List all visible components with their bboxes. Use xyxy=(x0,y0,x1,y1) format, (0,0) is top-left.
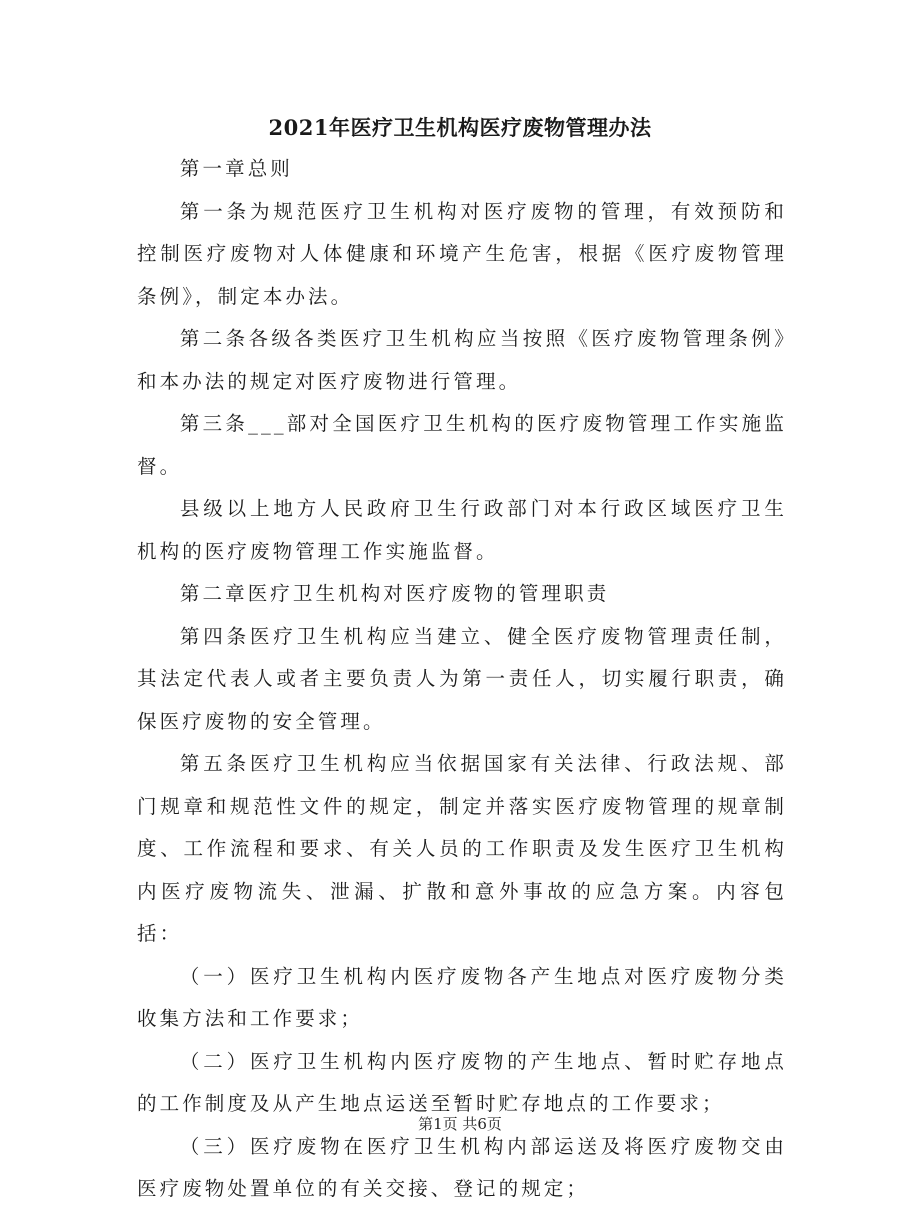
chapter-heading: 第二章医疗卫生机构对医疗废物的管理职责 xyxy=(179,582,610,605)
article-paragraph: 第三条___部对全国医疗卫生机构的医疗废物管理工作实施监督。 xyxy=(137,412,787,478)
article-paragraph: 县级以上地方人民政府卫生行政部门对本行政区域医疗卫生机构的医疗废物管理工作实施监督。 xyxy=(137,497,787,563)
list-item: （二）医疗卫生机构内医疗废物的产生地点、暂时贮存地点的工作制度及从产生地点运送至暂时贮存地点的工作要求； xyxy=(137,1049,787,1115)
article-paragraph: 第五条医疗卫生机构应当依据国家有关法律、行政法规、部门规章和规范性文件的规定，制定并落实医疗废物管理的规章制度、工作流程和要求、有关人员的工作职责及发生医疗卫生机构内医疗废物流失、泄漏、扩散和意外事故的应急方案。内容包括： xyxy=(137,752,787,945)
chapter-heading: 第一章总则 xyxy=(179,157,293,180)
list-item: （一）医疗卫生机构内医疗废物各产生地点对医疗废物分类收集方法和工作要求； xyxy=(137,964,787,1030)
list-item: （三）医疗废物在医疗卫生机构内部运送及将医疗废物交由医疗废物处置单位的有关交接、登记的规定； xyxy=(137,1134,787,1200)
page-indicator: 第1页 共6页 xyxy=(418,1115,502,1133)
document-body xyxy=(137,148,787,1211)
article-paragraph: 第二条各级各类医疗卫生机构应当按照《医疗废物管理条例》和本办法的规定对医疗废物进行管理。 xyxy=(137,327,787,393)
document-title: 2021年医疗卫生机构医疗废物管理办法 xyxy=(268,115,652,140)
article-paragraph: 第四条医疗卫生机构应当建立、健全医疗废物管理责任制，其法定代表人或者主要负责人为第一责任人，切实履行职责，确保医疗废物的安全管理。 xyxy=(137,624,787,733)
article-paragraph: 第一条为规范医疗卫生机构对医疗废物的管理，有效预防和控制医疗废物对人体健康和环境产生危害，根据《医疗废物管理条例》，制定本办法。 xyxy=(137,199,787,308)
